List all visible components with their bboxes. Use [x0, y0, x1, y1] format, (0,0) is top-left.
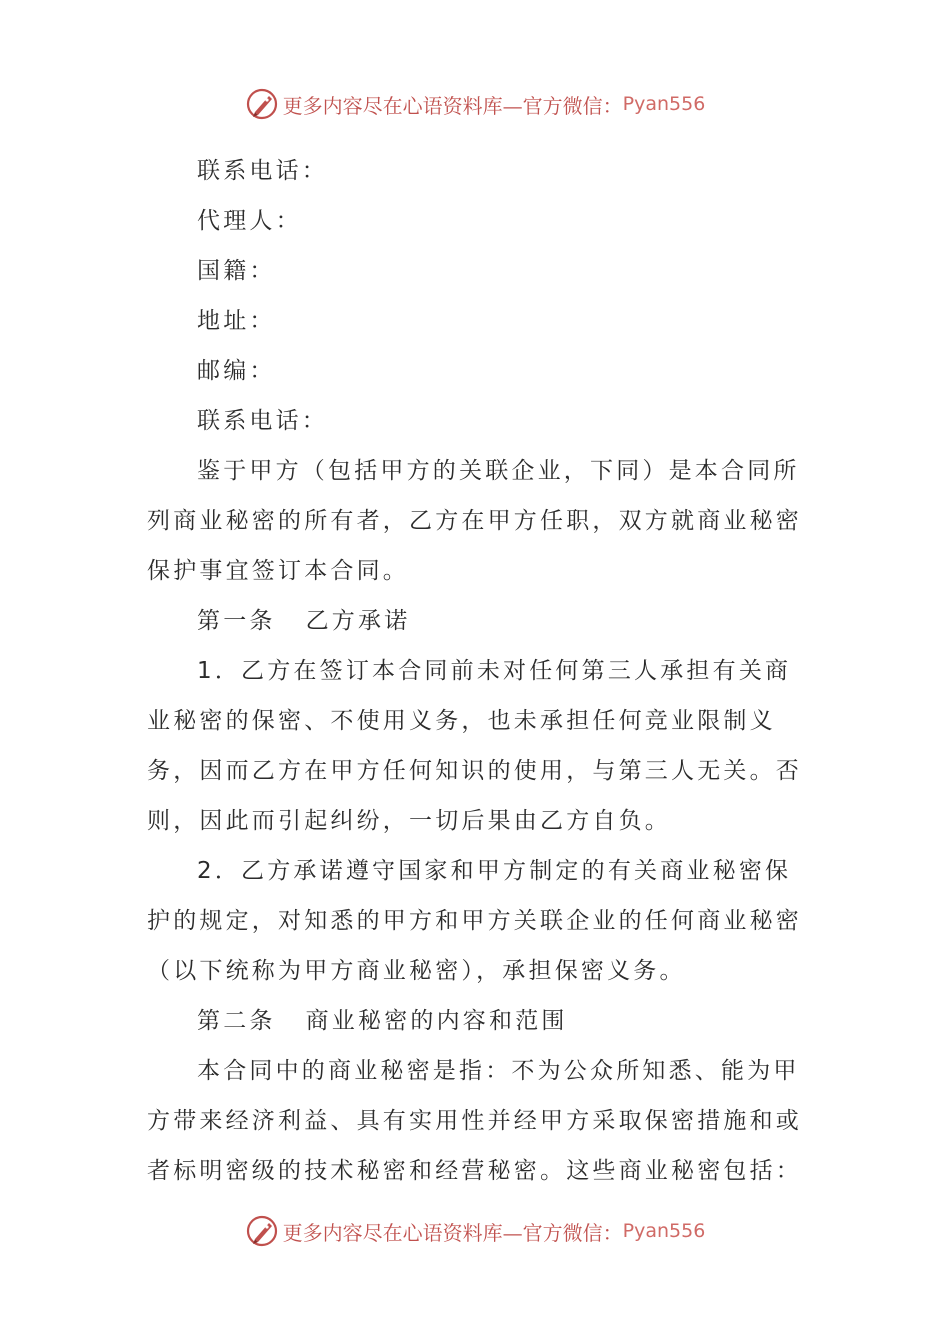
watermark-text: 更多内容尽在心语资料库—官方微信：	[282, 93, 623, 118]
pen-logo-icon	[245, 87, 279, 121]
nationality-line: 国籍：	[197, 258, 276, 284]
preamble-paragraph: 鉴于甲方（包括甲方的关联企业，下同）是本合同所列商业秘密的所有者，乙方在甲方任职，双方就商业秘密保护事宜签订本合同。	[147, 458, 802, 584]
article-1-item-2: 2．乙方承诺遵守国家和甲方制定的有关商业秘密保护的规定，对知悉的甲方和甲方关联企业的任何商业秘密（以下统称为甲方商业秘密），承担保密义务。	[147, 858, 802, 984]
article-2-number: 第二条	[197, 1008, 276, 1034]
article-2-title: 商业秘密的内容和范围	[305, 1008, 568, 1034]
watermark-banner-bottom	[0, 1211, 950, 1251]
watermark-text: 更多内容尽在心语资料库—官方微信：	[282, 1220, 623, 1245]
watermark-banner-top	[0, 84, 950, 124]
watermark-account: Pyan556	[622, 1220, 706, 1242]
article-1-title: 乙方承诺	[305, 608, 411, 634]
contact-phone-line-2: 联系电话：	[197, 408, 328, 434]
postcode-line: 邮编：	[197, 358, 276, 384]
article-1-number: 第一条	[197, 608, 276, 634]
pen-logo-icon	[245, 1214, 279, 1248]
contact-phone-line: 联系电话：	[197, 158, 328, 184]
agent-line: 代理人：	[197, 208, 302, 234]
article-1-heading	[147, 596, 807, 646]
article-1-item-1: 1．乙方在签订本合同前未对任何第三人承担有关商业秘密的保密、不使用义务，也未承担任何竞业限制义务，因而乙方在甲方任何知识的使用，与第三人无关。否则，因此而引起纠纷，一切后果由乙方自负。	[147, 658, 802, 834]
article-2-text: 本合同中的商业秘密是指：不为公众所知悉、能为甲方带来经济利益、具有实用性并经甲方采取保密措施和或者标明密级的技术秘密和经营秘密。这些商业秘密包括：	[147, 1058, 802, 1184]
watermark-account: Pyan556	[622, 93, 706, 115]
article-2-heading	[147, 996, 807, 1046]
address-line: 地址：	[197, 308, 276, 334]
document-body	[147, 146, 807, 1196]
